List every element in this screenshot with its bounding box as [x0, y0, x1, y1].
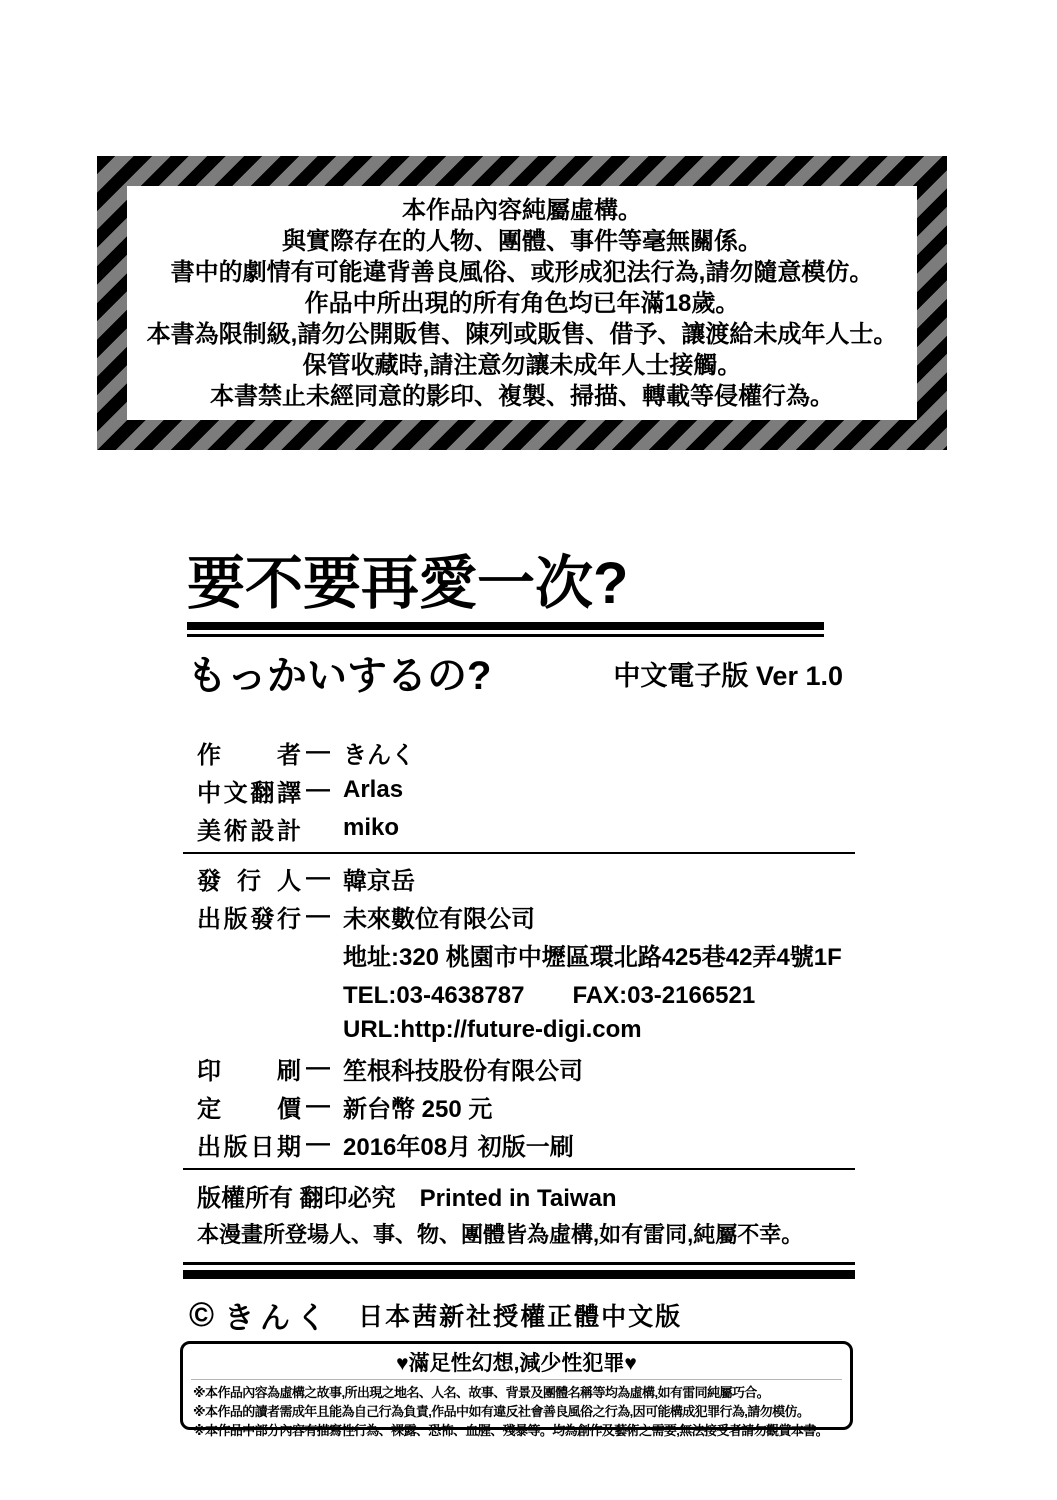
notice-line: ※本作品中部分內容有描寫性行為、裸露、恐怖、血腥、殘暴等。均為創作及藝術之需要,無法接受者請勿觀賞本書。: [193, 1423, 829, 1438]
license-text: 日本茜新社授權正體中文版: [358, 1303, 683, 1331]
notice-rule: [191, 1379, 842, 1380]
credit-dash: —: [306, 902, 330, 929]
credit-value: 未來數位有限公司: [343, 905, 535, 933]
credit-value: miko: [343, 814, 400, 841]
fiction-disclaimer: 本漫畫所登場人、事、物、團體皆為虛構,如有雷同,純屬不幸。: [197, 1221, 804, 1247]
content-warning-text: [127, 186, 917, 420]
credit-value: 韓京岳: [343, 867, 415, 895]
credit-dash: —: [306, 738, 330, 765]
credit-row-designer: [183, 809, 855, 847]
rights-statement: 版權所有 翻印必究 Printed in Taiwan: [197, 1184, 617, 1212]
credit-value: 新台幣 250 元: [343, 1095, 493, 1123]
credit-label: 出版發行: [197, 905, 301, 933]
credit-row-price: [183, 1087, 855, 1125]
credit-row-translator: [183, 771, 855, 809]
credit-value: 笙根科技股份有限公司: [343, 1057, 583, 1085]
credit-dash: —: [306, 776, 330, 803]
section-rule-thick: [183, 1270, 855, 1279]
credit-row-publisher-person: [183, 859, 855, 897]
title-block: [187, 553, 843, 701]
license-line: [183, 1293, 855, 1337]
copyright-symbol: ©: [189, 1296, 215, 1334]
publisher-detail-text: 地址:320 桃園市中壢區環北路425巷42弄4號1F: [343, 943, 842, 971]
warning-line: 本書為限制級,請勿公開販售、陳列或販售、借予、讓渡給未成年人士。: [146, 320, 898, 348]
divider: [183, 1168, 855, 1170]
credit-dash: —: [306, 1092, 330, 1119]
warning-line: 與實際存在的人物、團體、事件等毫無關係。: [282, 227, 762, 255]
credit-value: 2016年08月 初版一刷: [343, 1133, 574, 1161]
credit-dash: —: [306, 864, 330, 891]
title-underline-thick: [187, 622, 824, 630]
credits-section: [183, 733, 855, 1337]
publisher-address: [183, 935, 855, 973]
credit-label: 印刷: [197, 1057, 301, 1085]
credit-label: 中文翻譯: [197, 779, 301, 807]
book-subtitle-japanese: もっかいするの?: [187, 654, 492, 698]
warning-line: 本書禁止未經同意的影印、複製、掃描、轉載等侵權行為。: [210, 382, 834, 410]
credit-dash: —: [306, 1054, 330, 1081]
credit-value: Arlas: [343, 776, 404, 803]
notice-box: [180, 1341, 853, 1438]
divider: [183, 852, 855, 854]
warning-line: 書中的劇情有可能違背善良風俗、或形成犯法行為,請勿隨意模仿。: [170, 258, 874, 286]
edition-label: 中文電子版 Ver 1.0: [613, 661, 843, 691]
warning-line: 本作品內容純屬虛構。: [402, 196, 642, 224]
credit-label: 發行人: [197, 867, 301, 895]
credit-row-publishing-company: [183, 897, 855, 935]
notice-line: ※本作品內容為虛構之故事,所出現之地名、人名、故事、背景及團體名稱等均為虛構,如有雷同純屬巧合。: [193, 1385, 770, 1400]
publisher-url: [183, 1011, 855, 1049]
publisher-tel-fax: [183, 973, 855, 1011]
warning-line: 作品中所出現的所有角色均已年滿18歲。: [304, 289, 740, 317]
credit-dash: —: [306, 1130, 330, 1157]
credit-label: 定價: [197, 1095, 301, 1123]
notice-header: ♥滿足性幻想,減少性犯罪♥: [396, 1352, 637, 1375]
publisher-detail-text: TEL:03-4638787 FAX:03-2166521: [343, 981, 756, 1009]
credit-value: きんく: [343, 741, 415, 769]
publisher-detail-text: URL:http://future-digi.com: [343, 1016, 642, 1043]
credit-label: 出版日期: [197, 1133, 301, 1161]
credit-row-author: [183, 733, 855, 771]
content-warning-box: [97, 156, 947, 450]
book-title: 要不要再愛一次?: [187, 551, 629, 616]
section-rule-thin: [183, 1262, 855, 1265]
warning-line: 保管收藏時,請注意勿讓未成年人士接觸。: [302, 351, 742, 379]
author-name: きんく: [224, 1302, 333, 1335]
credit-row-publish-date: [183, 1125, 855, 1163]
credit-row-printer: [183, 1049, 855, 1087]
notice-line: ※本作品的讀者需成年且能為自己行為負責,作品中如有違反社會善良風俗之行為,因可能構成犯罪行為,請勿模仿。: [193, 1404, 810, 1419]
credit-label: 作者: [197, 741, 301, 769]
title-underline-thin: [187, 634, 824, 637]
credit-label: 美術設計: [197, 817, 301, 845]
